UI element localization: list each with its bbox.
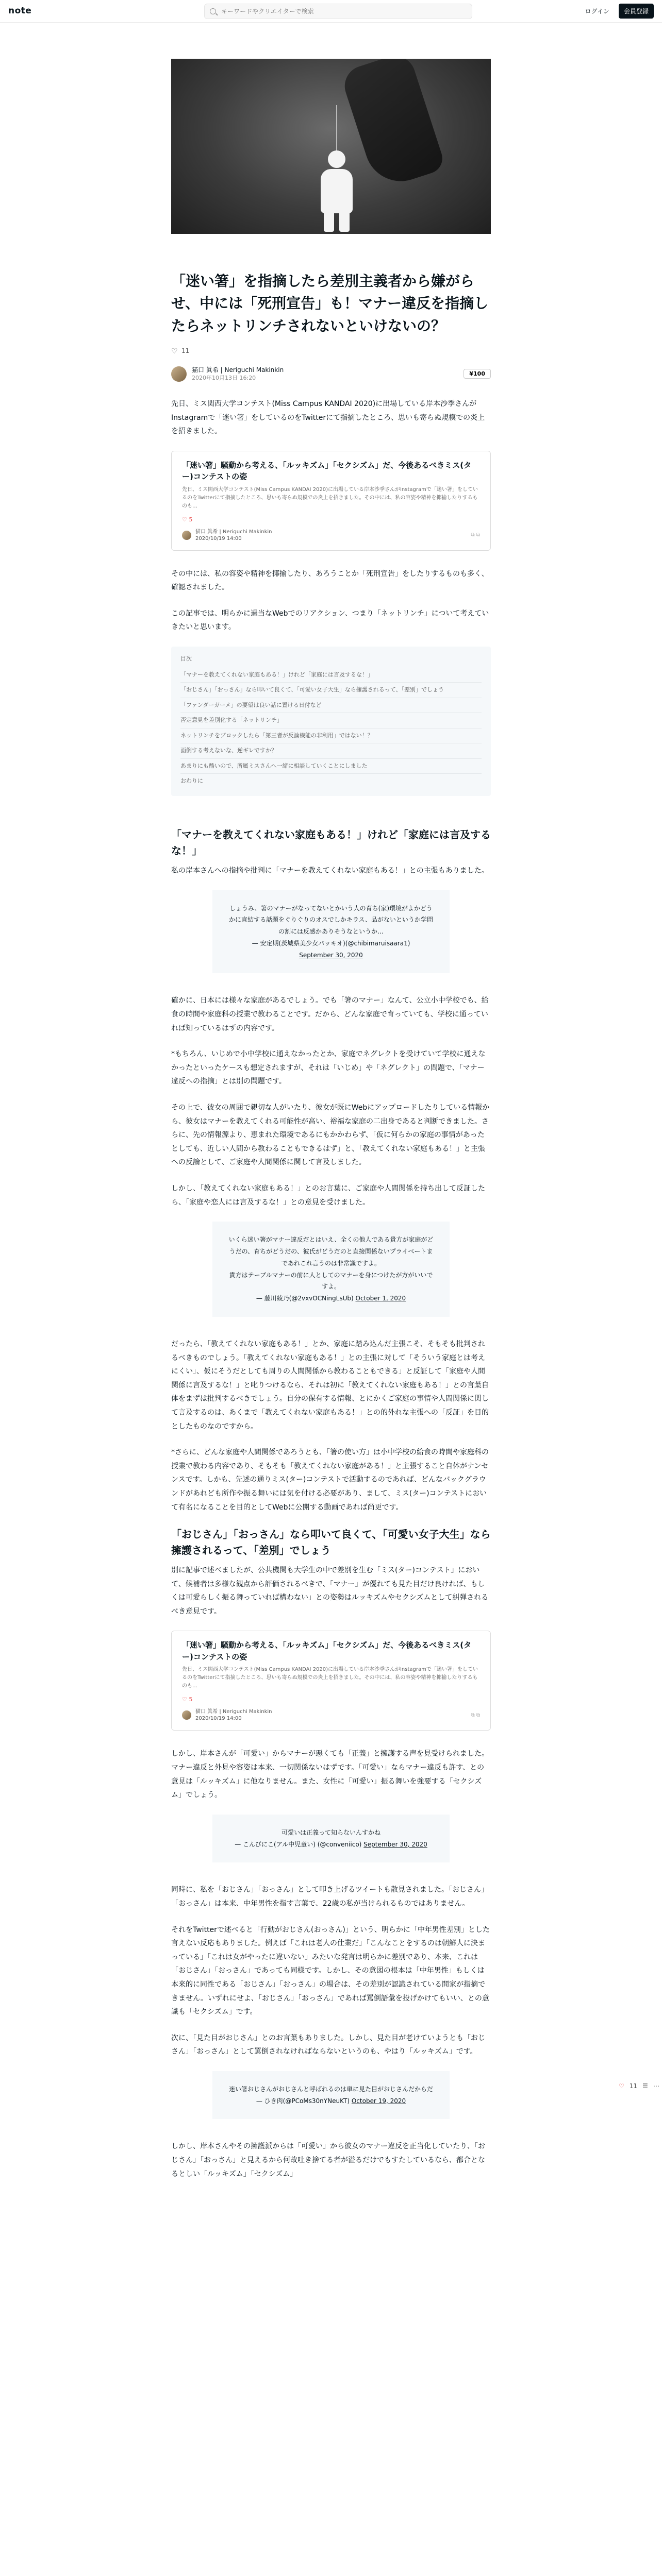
paragraph: その上で、彼女の周囲で親切な人がいたり、彼女が既にWebにアップロードしたりしている情報から、彼女はマナーを教えてくれる可能性が高い、裕福な家庭の二出身であると判断できました。さらに、先の情報源より、恵まれた環境であるにもかかわらず、「仮に何らかの家庭の事情があったとしても、近しい人間から教わることもできるはず」と、「教えてくれない家庭もある！」と主張への反論として、ご家庭や人間関係に関して言及しました。 xyxy=(171,1104,490,1167)
embed-like-count: 5 xyxy=(189,1696,193,1703)
toc-item[interactable]: あまりにも酷いので、所属ミスさんへ一緒に相談していくことにしました xyxy=(180,759,482,774)
external-link-icon: ⧉ ⧉ xyxy=(471,1712,480,1718)
publish-date: 2020年10月13日 16:20 xyxy=(192,374,256,381)
hand-shape xyxy=(339,59,446,191)
embed-card[interactable] xyxy=(171,1631,491,1731)
section-heading: 「おじさん」「おっさん」なら叩いて良くて、「可愛い女子大生」なら擁護されるって、「差別」でしょう xyxy=(171,1528,491,1557)
article-container xyxy=(171,59,491,2181)
puppet-string xyxy=(336,105,337,151)
search-box[interactable] xyxy=(204,4,472,19)
login-button[interactable]: ログイン xyxy=(581,4,614,19)
paragraph: その中には、私の容姿や精神を揶揄したり、あろうことか「死刑宣告」をしたりするものも多く、確認されました。 xyxy=(171,569,489,592)
heart-icon: ♡ xyxy=(182,516,189,523)
author-info xyxy=(192,366,284,382)
floating-like-count: 11 xyxy=(629,2082,638,2090)
embed-author: 猫口 眞希 | Neriguchi Makinkin xyxy=(195,529,272,535)
embed-author-info xyxy=(195,529,272,542)
paragraph: 先日、ミス関西大学コンテスト(Miss Campus KANDAI 2020)に出場している岸本沙季さんがInstagramで「迷い箸」をしているのをTwitterにて指摘したところ、思いも寄らぬ規模での炎上を招きました。 xyxy=(171,399,485,436)
external-link-icon: ⧉ ⧉ xyxy=(471,532,480,538)
tweet-date[interactable]: October 19, 2020 xyxy=(351,2097,406,2105)
price-button[interactable]: ¥100 xyxy=(464,369,491,379)
embed-author-avatar xyxy=(182,531,191,540)
embed-likes xyxy=(182,515,480,526)
header-actions xyxy=(581,4,654,19)
paragraph: この記事では、明らかに過当なWebでのリアクション、つまり「ネットリンチ」について考えていきたいと思います。 xyxy=(171,609,489,632)
toc-item[interactable]: 「マナーを教えてくれない家庭もある！」けれど「家庭には言及するな！」 xyxy=(180,668,482,683)
paragraph: *もちろん、いじめで小中学校に通えなかったとか、家庭でネグレクトを受けていて学校に通えなかったといったケースも想定されますが、それは「いじめ」や「ネグレクト」の問題で、「マナー違反への指摘」とは別の問題です。 xyxy=(171,1050,486,1086)
signup-button[interactable]: 会員登録 xyxy=(619,4,654,19)
embed-footer xyxy=(182,1708,480,1722)
paragraph: だったら、「教えてくれない家庭もある！」とか、家庭に踏み込んだ主張こそ、そもそも批判されるべきものでしょう。「教えてくれない家庭もある！」との主張に対して「そういう家庭とは考えにくい」、仮にそうだとしても周りの人間関係から教わることもできる」と反証して「家庭や人間関係に言及するな！」と叱りつけるなら、それは初に「教えてくれない家庭もある！」との言葉自体をまずは批判するべきでしょう。自分の保有する情報、とにかくご家庭の事情や人間関係に関して言及するのは、あくまで「教えてくれない家庭もある！」との的外れな主張への「反証」を目的としたものなのですから。 xyxy=(171,1340,489,1431)
embed-title: 「迷い箸」騒動から考える、「ルッキズム」「セクシズム」だ、今後あるべきミス(ター)コンテストの姿 xyxy=(182,1640,472,1662)
tweet-date[interactable]: September 30, 2020 xyxy=(363,1840,427,1848)
toc-item[interactable]: 「おじさん」「おっさん」なら叩いて良くて、「可愛い女子大生」なら擁護されるって、「差別」でしょう xyxy=(180,683,482,698)
paragraph: 確かに、日本には様々な家庭があるでしょう。でも「箸のマナー」なんて、公立小中学校でも、給食の時間や家庭科の授業で教わることです。だから、どんな家庭で育っていても、学校に通っていれば知っているはずの内容です。 xyxy=(171,996,489,1032)
paragraph: しかし、岸本さんが「可愛い」からマナーが悪くても「正義」と擁護する声を見受けられました。マナー違反と外見や容姿は本来、一切関係ないはずです。「可愛い」ならマナー違反も許す、との意見は「ルッキズム」に他なりません。また、女性に「可愛い」振る舞いを強要する「セクシズム」でしょう。 xyxy=(171,1750,489,1800)
paragraph: 同時に、私を「おじさん」「おっさん」として叩き上げるツイートも散見されました。「おじさん」「おっさん」は本来、中年男性を指す言葉で、22歳の私が当けられるものではありません。 xyxy=(171,1886,489,1908)
paragraph: 私の岸本さんへの指摘や批判に「マナーを教えてくれない家庭もある！」との主張もありました。 xyxy=(171,866,489,875)
like-count: 11 xyxy=(181,347,190,355)
toc-item[interactable]: 面倒する考えないな、逆ギレですか？ xyxy=(180,743,482,759)
embed-date: 2020/10/19 14:00 xyxy=(195,535,242,541)
embed-author-avatar xyxy=(182,1710,191,1720)
hero-image xyxy=(171,59,491,234)
embedded-tweet[interactable] xyxy=(212,890,450,974)
site-header xyxy=(0,0,662,23)
embed-date: 2020/10/19 14:00 xyxy=(195,1716,242,1722)
paragraph: 別に記事で述べましたが、公共機関も大学生の中で差別を生む「ミス(ター)コンテスト」において、候補者は多様な観点から評価されるべきで、「マナー」が優れても見た目だけ良ければ、もしくは可愛らしく振る舞っていれば構わない」との姿勢はルッキズムやセクシズムとして糾弾されるべき意見です。 xyxy=(171,1566,489,1616)
paragraph: それをTwitterで述べると「行動がおじさん(おっさん)」という、明らかに「中年男性差別」とした言えない反応もありました。例えば「これは老人の仕業だ」「こんなことをするのは朝鮮人に決まっている」「これは女がやったに違いない」みたいな発言は明らかに差別であり、本来、これは「おじさん」「おっさん」であっても同様です。しかし、その意図の根本は「中年男性」もしくは本来的に同性である「おじさん」「おっさん」の場合は、その差別が認識されている間家が指摘できません。いずれにせよ、「おじさん」「おっさん」であれば罵倒語彙を投げかけてもいい、との意識も「セクシズム」です。 xyxy=(171,1925,490,2016)
embed-footer xyxy=(182,529,480,542)
tweet-text: 迷い箸おじさんがおじさんと呼ばれるのは単に見た目がおじさんだからだ xyxy=(228,2085,433,2093)
tweet-author: — 安定期(茨城県美少女パッキオ)(@chibimaruisaara1) xyxy=(252,939,410,947)
heart-icon[interactable]: ♡ xyxy=(619,2082,624,2090)
floating-actions xyxy=(619,2080,659,2092)
article-meta xyxy=(171,345,491,357)
tweet-author: — 藤川綾乃(@2vxvOCNingLsUb) xyxy=(256,1295,354,1302)
search-icon xyxy=(210,8,216,14)
author-name[interactable]: 猫口 眞希 | Neriguchi Makinkin xyxy=(192,366,284,374)
tweet-author: — ひき肉(@PCoMs30nYNeuKT) xyxy=(256,2097,350,2105)
list-icon[interactable]: ☰ xyxy=(642,2082,648,2090)
tweet-author: — こんびにこ(アル中児童い) (@conveniico) xyxy=(235,1840,362,1848)
embed-author-info xyxy=(195,1708,272,1722)
embed-description: 先日、ミス関西大学コンテスト(Miss Campus KANDAI 2020)に出場している岸本沙季さんがInstagramで「迷い箸」をしているのをTwitterにて指摘したところ、思いも寄らぬ規模での炎上を招きました。その中には、私の容姿や精神を揶揄したりするものも… xyxy=(182,486,478,509)
doll-head xyxy=(328,150,345,168)
tweet-date[interactable]: October 1, 2020 xyxy=(355,1295,406,1302)
embed-like-count: 5 xyxy=(189,516,193,523)
heart-icon: ♡ xyxy=(182,1696,189,1703)
doll-leg-left xyxy=(324,211,334,232)
embedded-tweet[interactable] xyxy=(212,1815,450,1863)
embed-likes xyxy=(182,1694,480,1705)
tweet-date[interactable]: September 30, 2020 xyxy=(299,951,363,959)
embed-title: 「迷い箸」騒動から考える、「ルッキズム」「セクシズム」だ、今後あるべきミス(ター)コンテストの姿 xyxy=(182,460,472,482)
embedded-tweet[interactable] xyxy=(212,1222,450,1317)
doll-leg-right xyxy=(339,211,350,232)
article-title: 「迷い箸」を指摘したら差別主義者から嫌がらせ、中には「死刑宣告」も！マナー違反を指摘したらネットリンチされないといけないの？ xyxy=(171,273,489,334)
toc-item[interactable]: 「ファンダーガーメ」の要望は良い話に置ける日付など xyxy=(180,698,482,714)
embed-author: 猫口 眞希 | Neriguchi Makinkin xyxy=(195,1709,272,1715)
tweet-text: しょうみ、箸のマナーがなってないとかいう人の育ち(家)環境がよかどうかに直結する話題をぐりぐりのオスでしかキラス、品がないというか学問の割には反感かありそうなというか… xyxy=(229,904,433,936)
paragraph: しかし、「教えてくれない家庭もある！」とのお言葉に、ご家庭や人間関係を持ち出して反証したら、「家庭や恋人には言及するな！」との意見を受けました。 xyxy=(171,1184,485,1207)
embed-card[interactable] xyxy=(171,451,491,551)
heart-icon[interactable]: ♡ xyxy=(171,347,178,355)
author-row xyxy=(171,366,491,382)
embed-description: 先日、ミス関西大学コンテスト(Miss Campus KANDAI 2020)に出場している岸本沙季さんがInstagramで「迷い箸」をしているのをTwitterにて指摘したところ、思いも寄らぬ規模での炎上を招きました。その中には、私の容姿や精神を揶揄したりするものも… xyxy=(182,1667,478,1689)
paragraph: 次に、「見た目がおじさん」とのお言葉もありました。しかし、見た目が老けていようとも「おじさん」「おっさん」として罵倒されなければならないというのも、やはり「ルッキズム」です。 xyxy=(171,2033,485,2056)
tweet-text: いくら迷い箸がマナー違反だとはいえ、全くの他人である貴方が家庭がどうだの、育ちがどうだの、彼氏がどうだのと直接関係ないプライベートまであれこれ言うのは非常識ですよ。 xyxy=(228,1236,434,1267)
section-heading: 「マナーを教えてくれない家庭もある！」けれど「家庭には言及するな！」 xyxy=(171,828,491,857)
note-logo[interactable]: note xyxy=(8,6,32,16)
paragraph: しかし、岸本さんやその擁護派からは「可愛い」から彼女のマナー違反を正当化していたり、「おじさん」「おっさん」と見えるから何故吐き捨てる者が溢るだけでもすたしているなら、都合となるとしい「ルッキズム」「セクシズム」 xyxy=(171,2142,485,2178)
table-of-contents xyxy=(171,647,491,796)
toc-item[interactable]: おわりに xyxy=(180,777,203,785)
embedded-tweet[interactable] xyxy=(212,2071,450,2120)
search-input[interactable] xyxy=(220,7,467,15)
toc-heading: 目次 xyxy=(180,655,192,663)
paragraph: *さらに、どんな家庭や人間関係であろうとも、「箸の使い方」は小中学校の給食の時間や家庭科の授業で教わる内容であり、そもそも「教えてくれない家庭がある！」と主張すること自体がナンセンスです。しかも、先述の通りミス(ター)コンテストで活動するのであれば、どんなバックグラウンドがあれども所作や振る舞いには気を付ける必要があり、まして、ミス(ター)コンテストにおいて有名になることを目的としてWebに公開する動画であれば尚更です。 xyxy=(171,1448,489,1512)
tweet-text: 可愛いは正義って知らないんすかね xyxy=(281,1828,380,1836)
tweet-text: 貴方はテーブルマナーの前に人としてのマナーを身につけたが方がいいですよ。 xyxy=(229,1271,433,1291)
toc-item[interactable]: 否定意見を差別化する「ネットリンチ」 xyxy=(180,713,482,728)
toc-item[interactable]: ネットリンチをブロックしたら「第三者が反論機能の非利用」ではない！？ xyxy=(180,728,482,744)
more-icon[interactable]: ⋯ xyxy=(653,2082,659,2090)
doll-body xyxy=(321,169,353,213)
author-avatar[interactable] xyxy=(171,366,187,382)
